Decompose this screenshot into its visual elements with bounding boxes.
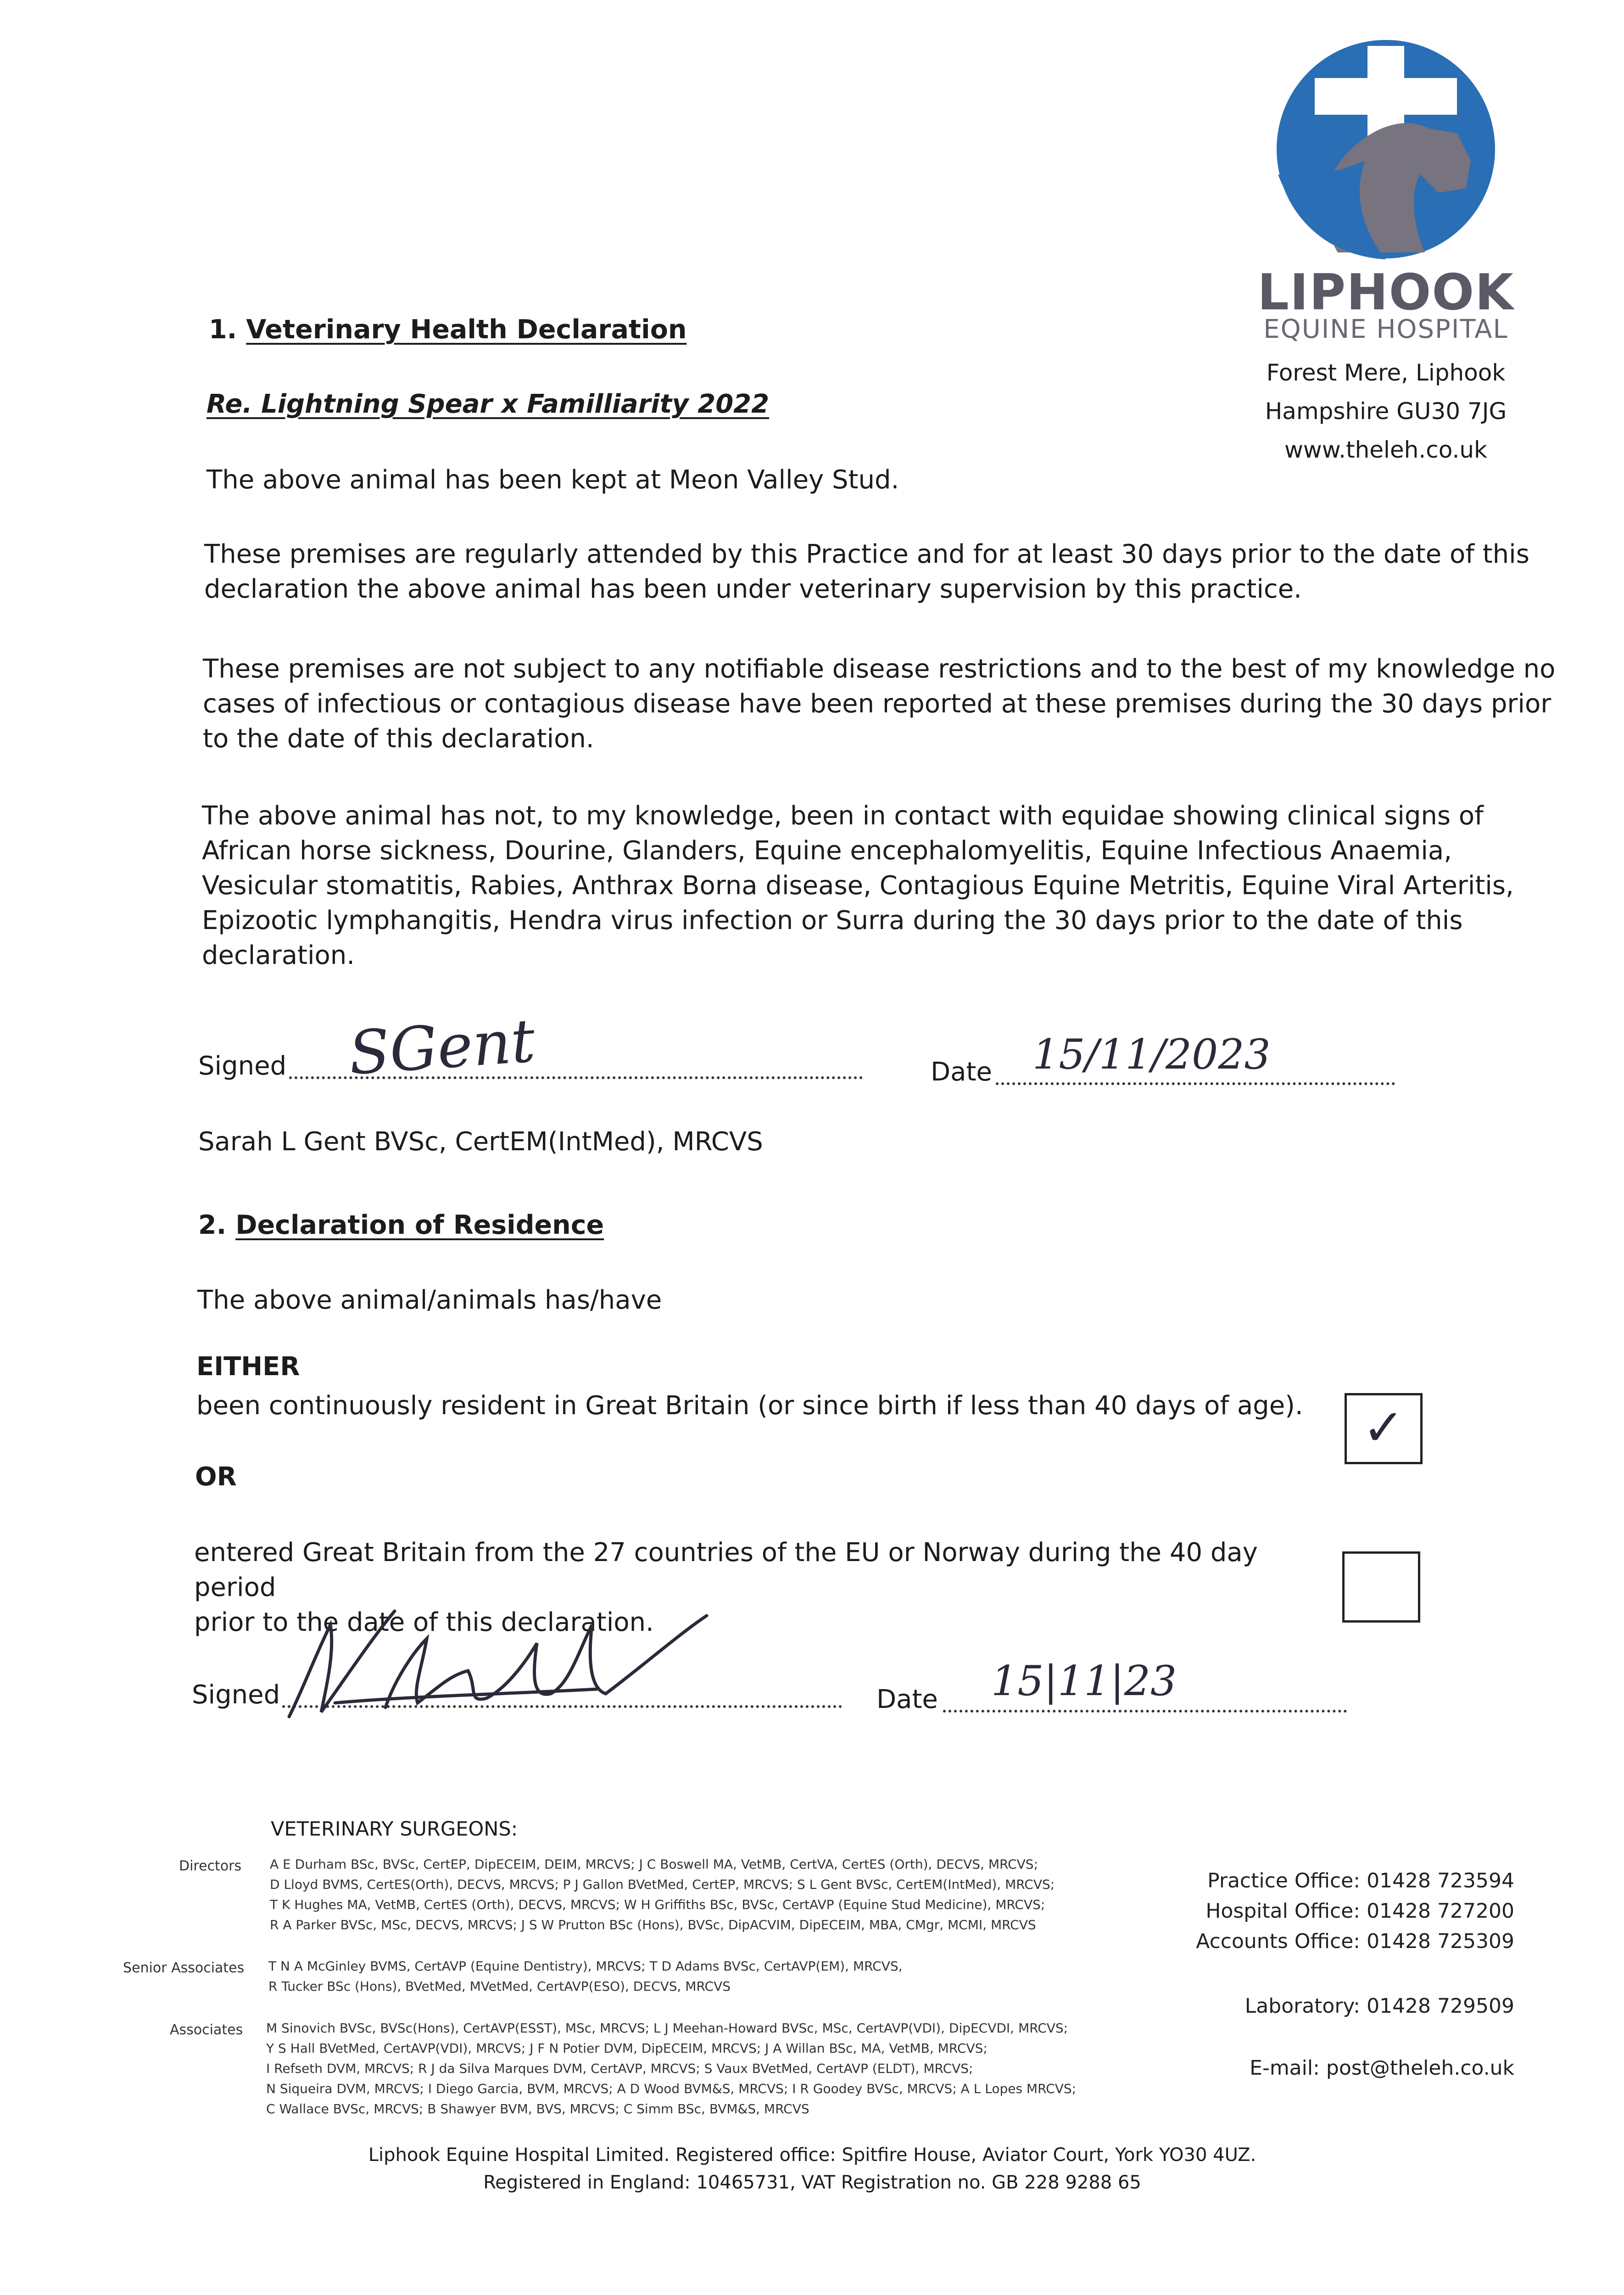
- para-no-restrictions: These premises are not subject to any notifiable disease restrictions and to the best of my knowledge no cases of infectious or contagious disease have been reported at these premises during the 30 days prior to the date of this declaration.: [203, 654, 1556, 754]
- signed-label-2: Signed: [192, 1680, 280, 1710]
- date-line-1: [996, 1082, 1395, 1085]
- date-value-1: 15/11/2023: [1032, 1030, 1271, 1079]
- para-kept-at: The above animal has been kept at Meon Valley Stud.: [206, 465, 899, 495]
- hospital-address: Forest Mere, Liphook Hampshire GU30 7JG www.theleh.co.uk: [1265, 359, 1507, 463]
- either-label: EITHER: [196, 1352, 300, 1382]
- date-label-2: Date: [876, 1685, 938, 1714]
- section2-heading: 2. Declaration of Residence: [198, 1210, 604, 1240]
- checkbox-entered-gb[interactable]: [1342, 1551, 1420, 1623]
- para-premises-attended: These premises are regularly attended by this Practice and for at least 30 days prior to the date of this declaration the above animal has been under veterinary supervision by this practice.: [204, 539, 1529, 604]
- signatory-name: Sarah L Gent BVSc, CertEM(IntMed), MRCVS: [198, 1127, 763, 1157]
- or-label: OR: [195, 1462, 237, 1492]
- associates-list: M Sinovich BVSc, BVSc(Hons), CertAVP(ESST), MSc, MRCVS; L J Meehan-Howard BVSc, MSc, CertAVP(VDI), DipECVDI, MRCVS; Y S Hall BVetMed, CertAVP(VDI), MRCVS; J F N Potier DVM, DipECEIM, MRCVS; J A Willan BSc, MA, VetMB, MRCVS; I Refseth DVM, MRCVS; R J da Silva Marques DVM, CertAVP, MRCVS; S Vaux BVetMed, CertAVP (ELDT), MRCVS; N Siqueira DVM, MRCVS; I Diego Garcia, BVM, MRCVS; A D Wood BVM&S, MRCVS; I R Goodey BVSc, MRCVS; A L Lopes MRCVS; C Wallace BVSc, MRCVS; B Shawyer BVM, BVS, MRCVS; C Simm BSc, BVM&S, MRCVS: [266, 2021, 1077, 2116]
- section1-heading: 1. Veterinary Health Declaration: [209, 314, 687, 345]
- role-associates: Associates: [170, 2022, 243, 2038]
- checkmark-icon: ✓: [1362, 1398, 1405, 1457]
- signature-gent: SGent: [346, 1006, 537, 1088]
- registered-footer: Liphook Equine Hospital Limited. Registered office: Spitfire House, Aviator Court, York YO30 4UZ. Registered in England: 10465731, VAT Registration no. GB 228 9288 65: [368, 2144, 1256, 2193]
- option-entered-gb: entered Great Britain from the 27 countries of the EU or Norway during the 40 day period prior to the date of this declaration.: [194, 1538, 1258, 1637]
- checkbox-continuous-residence[interactable]: [1345, 1393, 1423, 1464]
- logo-subtitle: EQUINE HOSPITAL: [1263, 314, 1508, 344]
- office-numbers: Practice Office: 01428 723594 Hospital Office: 01428 727200 Accounts Office: 01428 725309: [1196, 1869, 1514, 1953]
- liphook-logo-icon: [1273, 37, 1498, 262]
- role-directors: Directors: [179, 1858, 242, 1874]
- senior-associates-list: T N A McGinley BVMS, CertAVP (Equine Dentistry), MRCVS; T D Adams BVSc, CertAVP(EM), MRCVS, R Tucker BSc (Hons), BVetMed, MVetMed, CertAVP(ESO), DECVS, MRCVS: [268, 1959, 903, 1994]
- role-senior-associates: Senior Associates: [123, 1960, 245, 1976]
- residence-intro: The above animal/animals has/have: [197, 1285, 662, 1315]
- date-value-2: 15|11|23: [991, 1657, 1177, 1705]
- para-no-contact: The above animal has not, to my knowledge, been in contact with equidae showing clinical signs of African horse sickness, Dourine, Glanders, Equine encephalomyelitis, Equine Infectious Anaemia, Vesicular stomatitis, Rabies, Anthrax Borna disease, Contagious Equine Metritis, Equine Viral Arteritis, Epizootic lymphangitis, Hendra virus infection or Surra during the 30 days prior to the date of this declaration.: [202, 801, 1514, 970]
- date-label-1: Date: [931, 1057, 992, 1087]
- signed-label-1: Signed: [198, 1051, 287, 1081]
- logo-name: LIPHOOK: [1257, 264, 1514, 321]
- re-line: Re. Lightning Spear x Familliarity 2022: [206, 389, 770, 419]
- option-continuous-residence: been continuously resident in Great Britain (or since birth if less than 40 days of age).: [196, 1391, 1303, 1421]
- laboratory-number: Laboratory: 01428 729509: [1245, 1994, 1514, 2018]
- date-line-2: [943, 1710, 1347, 1713]
- surgeons-header: VETERINARY SURGEONS:: [271, 1818, 518, 1841]
- directors-list: A E Durham BSc, BVSc, CertEP, DipECEIM, DEIM, MRCVS; J C Boswell MA, VetMB, CertVA, CertES (Orth), DECVS, MRCVS; D Lloyd BVMS, CertES(Orth), DECVS, MRCVS; P J Gallon BVetMed, CertEP, MRCVS; S L Gent BVSc, CertEM(IntMed), MRCVS; T K Hughes MA, VetMB, CertES (Orth), DECVS, MRCVS; W H Griffiths BSc, BVSc, CertAVP (Equine Stud Medicine), MRCVS; R A Parker BVSc, MSc, DECVS, MRCVS; J S W Prutton BSc (Hons), BVSc, DipACVIM, DipECEIM, MBA, CMgr, MCMI, MRCVS: [270, 1857, 1055, 1932]
- email-address: E-mail: post@theleh.co.uk: [1250, 2056, 1514, 2080]
- signature-scrawl-icon: [275, 1597, 863, 1735]
